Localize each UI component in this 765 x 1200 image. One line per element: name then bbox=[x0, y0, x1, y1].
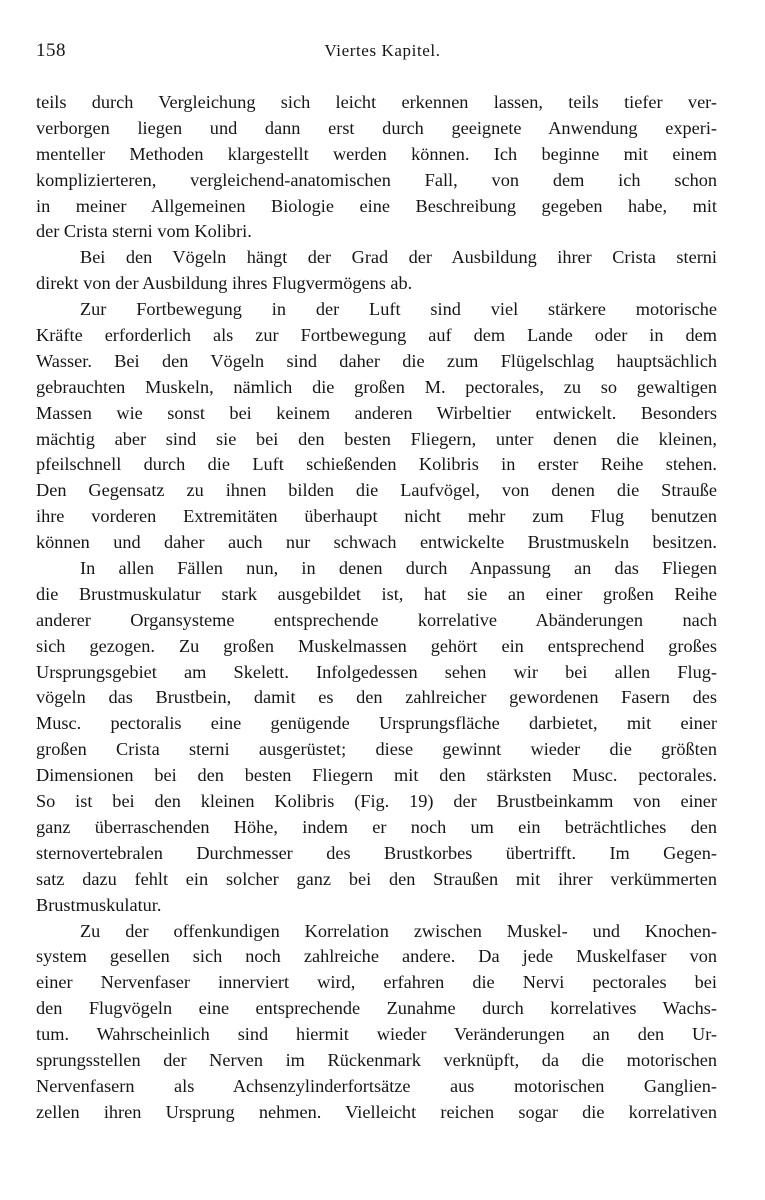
page-header bbox=[36, 38, 729, 64]
text-line: mächtig aber sind sie bei den besten Fliegern, unter denen die kleinen, bbox=[36, 428, 717, 449]
text-line: sich gezogen. Zu großen Muskelmassen gehört ein entsprechend großes bbox=[36, 635, 717, 656]
text-line: in meiner Allgemeinen Biologie eine Beschreibung gegeben habe, mit bbox=[36, 195, 717, 216]
text-line: Brustmuskulatur. bbox=[36, 894, 162, 915]
text-line: Massen wie sonst bei keinem anderen Wirbeltier entwickelt. Besonders bbox=[36, 402, 717, 423]
text-line: Musc. pectoralis eine genügende Ursprungsfläche darbietet, mit einer bbox=[36, 713, 717, 734]
text-line: Ursprungsgebiet am Skelett. Infolgedessen sehen wir bei allen Flug- bbox=[36, 661, 717, 682]
text-line: komplizierteren, vergleichend-anatomischen Fall, von dem ich schon bbox=[36, 169, 717, 190]
text-line: Nervenfasern als Achsenzylinderfortsätze aus motorischen Ganglien- bbox=[36, 1075, 717, 1096]
text-line: großen Crista sterni ausgerüstet; diese gewinnt wieder die größten bbox=[36, 739, 717, 760]
text-line: pfeilschnell durch die Luft schießenden Kolibris in erster Reihe stehen. bbox=[36, 454, 717, 475]
text-line: system gesellen sich noch zahlreiche andere. Da jede Muskelfaser von bbox=[36, 946, 717, 967]
text-line: den Flugvögeln eine entsprechende Zunahme durch korrelatives Wachs- bbox=[36, 998, 717, 1019]
text-line: menteller Methoden klargestellt werden können. Ich beginne mit einem bbox=[36, 143, 717, 164]
text-line: sternovertebralen Durchmesser des Brustkorbes übertrifft. Im Gegen- bbox=[36, 842, 717, 863]
text-line: vögeln das Brustbein, damit es den zahlreicher gewordenen Fasern des bbox=[36, 687, 717, 708]
text-line: ihre vorderen Extremitäten überhaupt nicht mehr zum Flug benutzen bbox=[36, 506, 717, 527]
text-line: Bei den Vögeln hängt der Grad der Ausbildung ihrer Crista sterni bbox=[80, 247, 717, 268]
text-line: Den Gegensatz zu ihnen bilden die Laufvögel, von denen die Strauße bbox=[36, 480, 717, 501]
text-line: verborgen liegen und dann erst durch geeignete Anwendung experi- bbox=[36, 117, 717, 138]
text-line: In allen Fällen nun, in denen durch Anpassung an das Fliegen bbox=[80, 558, 717, 579]
text-line: Zur Fortbewegung in der Luft sind viel stärkere motorische bbox=[80, 299, 717, 320]
text-line: der Crista sterni vom Kolibri. bbox=[36, 221, 252, 242]
text-line: Zu der offenkundigen Korrelation zwischen Muskel- und Knochen- bbox=[80, 920, 717, 941]
text-line: die Brustmuskulatur stark ausgebildet ist, hat sie an einer großen Reihe bbox=[36, 583, 717, 604]
text-line: Dimensionen bei den besten Fliegern mit den stärksten Musc. pectorales. bbox=[36, 765, 717, 786]
text-line: können und daher auch nur schwach entwickelte Brustmuskeln besitzen. bbox=[36, 532, 717, 553]
text-line: anderer Organsysteme entsprechende korrelative Abänderungen nach bbox=[36, 609, 717, 630]
text-line: satz dazu fehlt ein solcher ganz bei den Straußen mit ihrer verkümmerten bbox=[36, 868, 717, 889]
text-line: gebrauchten Muskeln, nämlich die großen M. pectorales, zu so gewaltigen bbox=[36, 376, 717, 397]
text-line: einer Nervenfaser innerviert wird, erfahren die Nervi pectorales bei bbox=[36, 972, 717, 993]
text-line: direkt von der Ausbildung ihres Flugvermögens ab. bbox=[36, 273, 413, 294]
running-head: Viertes Kapitel. bbox=[324, 41, 441, 60]
text-line: tum. Wahrscheinlich sind hiermit wieder Veränderungen an den Ur- bbox=[36, 1024, 717, 1045]
text-line: teils durch Vergleichung sich leicht erkennen lassen, teils tiefer ver- bbox=[36, 92, 717, 112]
text-line: ganz überraschenden Höhe, indem er noch um ein beträchtliches den bbox=[36, 816, 717, 837]
text-line: zellen ihren Ursprung nehmen. Vielleicht reichen sogar die korrelativen bbox=[36, 1101, 717, 1122]
text-line: Wasser. Bei den Vögeln sind daher die zum Flügelschlag hauptsächlich bbox=[36, 350, 717, 371]
page-number: 158 bbox=[36, 40, 66, 61]
text-line: So ist bei den kleinen Kolibris (Fig. 19) der Brustbeinkamm von einer bbox=[36, 791, 717, 812]
text-line: Kräfte erforderlich als zur Fortbewegung auf dem Lande oder in dem bbox=[36, 325, 717, 346]
text-line: sprungsstellen der Nerven im Rückenmark verknüpft, da die motorischen bbox=[36, 1049, 717, 1070]
body-text bbox=[36, 90, 717, 1126]
